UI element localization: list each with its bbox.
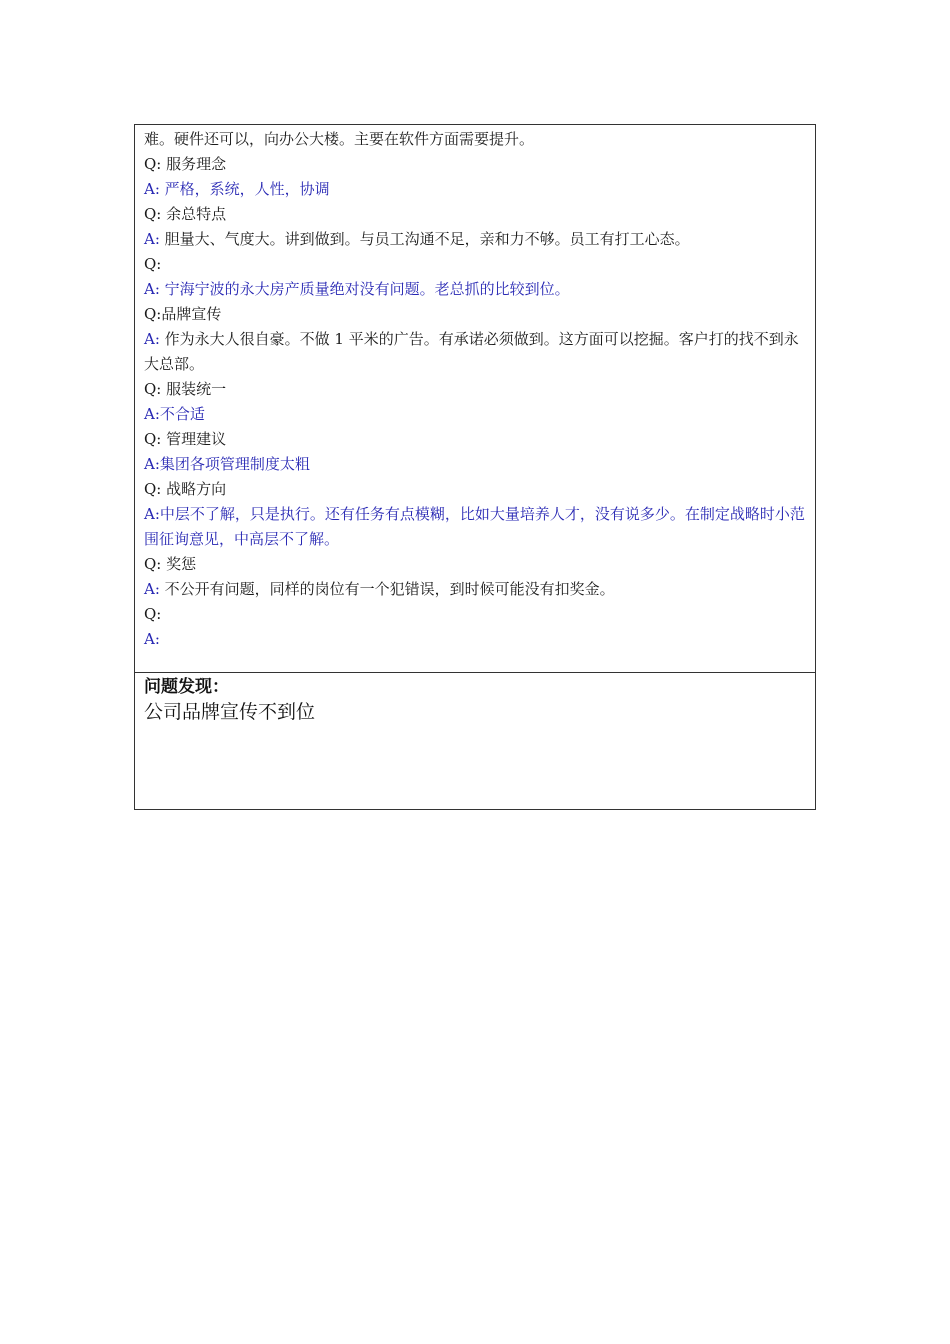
findings-title: 问题发现：	[144, 677, 229, 697]
question-line: Q: 管理建议	[144, 430, 227, 448]
answer-line: A: 严格，系统，人性，协调	[144, 180, 330, 198]
question-line: Q: 奖惩	[144, 555, 197, 573]
question-line: Q: 余总特点	[144, 205, 227, 223]
answer-prefix: A:	[144, 330, 160, 348]
answer-prefix: A:	[144, 230, 160, 248]
answer-line: A:	[144, 630, 160, 648]
question-line: Q: 服务理念	[144, 155, 227, 173]
question-line: Q:	[144, 605, 162, 623]
question-line: Q:	[144, 255, 162, 273]
qa-line: 难。硬件还可以，向办公大楼。主要在软件方面需要提升。	[144, 130, 535, 148]
question-line: Q:品牌宣传	[144, 305, 222, 323]
answer-text: 不公开有问题，同样的岗位有一个犯错误，到时候可能没有扣奖金。	[159, 580, 615, 598]
answer-line	[144, 577, 807, 602]
question-line: Q: 服装统一	[144, 380, 227, 398]
answer-line: A:不合适	[144, 405, 205, 423]
answer-text: 胆量大、气度大。讲到做到。与员工沟通不足，亲和力不够。员工有打工心态。	[159, 230, 690, 248]
findings-text: 公司品牌宣传不到位	[144, 701, 316, 723]
answer-line	[144, 227, 807, 252]
answer-line: A: 宁海宁波的永大房产质量绝对没有问题。老总抓的比较到位。	[144, 280, 570, 298]
question-line: Q: 战略方向	[144, 480, 227, 498]
answer-line: A:集团各项管理制度太粗	[144, 455, 310, 473]
answer-line	[144, 327, 807, 377]
answer-prefix: A:	[144, 580, 160, 598]
qa-section	[135, 125, 815, 673]
findings-section	[135, 673, 815, 809]
interview-table	[134, 124, 816, 810]
answer-text: 作为永大人很自豪。不做 1 平米的广告。有承诺必须做到。这方面可以挖掘。客户打的找不到永大总部。	[144, 330, 799, 373]
answer-line: A:中层不了解，只是执行。还有任务有点模糊，比如大量培养人才，没有说多少。在制定战略时小范围征询意见，中高层不了解。	[144, 505, 805, 548]
